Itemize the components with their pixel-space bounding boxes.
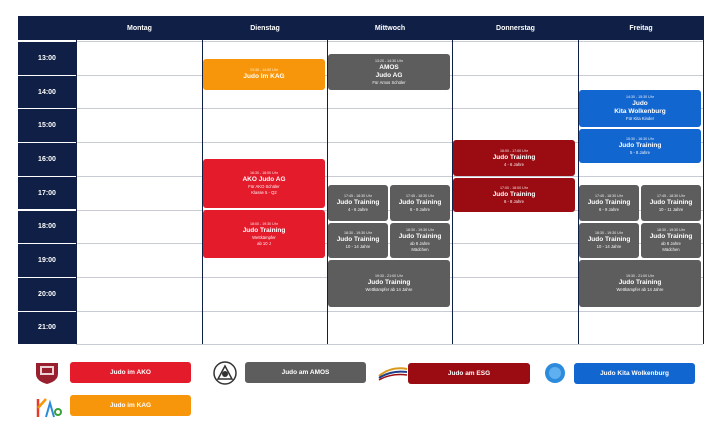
event-time: 18:30 - 19:30 Uhr: [657, 228, 685, 232]
event-subtitle: 10 - 14 Jahre: [345, 244, 371, 249]
time-label-1800: 18:00: [18, 211, 76, 244]
event-fr-a2[interactable]: [579, 223, 639, 258]
event-kita-2[interactable]: [579, 129, 701, 163]
event-fr-b2[interactable]: [641, 223, 701, 258]
time-label-1500: 15:00: [18, 109, 76, 142]
event-title: Judo Training: [398, 233, 442, 240]
event-title: Judo Training: [398, 198, 442, 206]
event-title: Judo Training: [649, 198, 693, 206]
event-title: Judo Im KAG: [243, 73, 285, 80]
amos-logo: [211, 360, 239, 386]
esg-logo: [377, 364, 409, 382]
legend-kag[interactable]: Judo im KAG: [70, 395, 191, 416]
day-header-donnerstag: Donnerstag: [453, 16, 578, 40]
time-label-1900: 19:00: [18, 244, 76, 277]
event-title: Judo Training: [492, 190, 536, 198]
day-header-dienstag: Dienstag: [203, 16, 327, 40]
event-subtitle: ab 8 Jahre Mädchen: [661, 241, 681, 252]
event-title: Judo Training: [242, 226, 286, 234]
event-fr-c[interactable]: [579, 260, 701, 307]
time-label-2000: 20:00: [18, 278, 76, 311]
event-time: 19:30 - 21:00 Uhr: [626, 274, 654, 278]
day-header-montag: Montag: [77, 16, 202, 40]
time-label-1600: 16:00: [18, 143, 76, 176]
event-mi-b1[interactable]: [390, 185, 450, 221]
event-subtitle: 10 - 11 Jahre: [658, 206, 684, 212]
grid-row-line: [76, 41, 703, 42]
event-title: Judo Kita Wolkenburg: [614, 100, 666, 115]
event-title: Judo Training: [587, 236, 631, 243]
event-subtitle: ab 8 Jahre Mädchen: [410, 241, 430, 252]
event-mi-b2[interactable]: [390, 223, 450, 258]
event-subtitle: Wettkämpfer ab 14 Jahre: [616, 287, 664, 292]
event-time: 15:30 - 16:30 Uhr: [626, 136, 654, 141]
event-time: 18:30 - 19:30 Uhr: [595, 231, 623, 235]
legend-kita[interactable]: Judo Kita Wolkenburg: [574, 363, 695, 384]
grid-row-line: [76, 344, 703, 345]
event-time: 17:45 - 18:30 Uhr: [657, 193, 685, 198]
event-title: Judo Training: [336, 236, 380, 243]
event-title: AKO Judo AG: [242, 176, 286, 183]
grid-col-line: [703, 16, 704, 344]
event-time: 19:30 - 21:00 Uhr: [375, 274, 403, 278]
event-title: Judo Training: [367, 279, 411, 286]
legend-amos[interactable]: Judo am AMOS: [245, 362, 366, 383]
event-subtitle: Für AKO Schüler Klasse 5 - Q2: [248, 184, 280, 195]
event-subtitle: 6 - 8 Jahre: [503, 198, 525, 204]
event-time: 17:45 - 18:30 Uhr: [595, 193, 623, 198]
event-time: 17:45 - 18:30 Uhr: [344, 193, 372, 198]
header-corner: [18, 16, 76, 40]
event-kita-1[interactable]: [579, 90, 701, 127]
time-label-1300: 13:00: [18, 42, 76, 75]
event-subtitle: 6 - 9 Jahre: [598, 206, 620, 212]
event-time: 18:30 - 19:30 Uhr: [344, 231, 372, 235]
grid-col-line: [76, 16, 77, 344]
legend-esg[interactable]: Judo am ESG: [408, 363, 530, 384]
event-subtitle: 10 - 14 Jahre: [596, 244, 622, 249]
event-time: 13:20 - 14:30 Uhr: [375, 58, 403, 63]
event-subtitle: 5 - 8 Jahre: [629, 149, 651, 155]
event-title: Judo Training: [618, 141, 662, 149]
event-ako-tr[interactable]: [203, 210, 325, 258]
event-fr-a1[interactable]: [579, 185, 639, 221]
event-time: 16:00 - 17:00 Uhr: [500, 148, 528, 153]
event-fr-b1[interactable]: [641, 185, 701, 221]
event-subtitle: 4 - 6 Jahre: [347, 206, 369, 212]
event-amos-ag[interactable]: [328, 54, 450, 90]
event-time: 13:30 - 14:00 Uhr: [250, 68, 278, 72]
event-subtitle: 6 - 9 Jahre: [409, 206, 431, 212]
event-esg-1[interactable]: [453, 140, 575, 176]
grid-row-line: [76, 311, 703, 312]
event-subtitle: Für Kita Kinder: [626, 116, 654, 121]
event-title: Judo Training: [587, 198, 631, 206]
event-title: Judo Training: [649, 233, 693, 240]
event-subtitle: 4 - 6 Jahre: [503, 161, 525, 167]
event-esg-2[interactable]: [453, 178, 575, 212]
event-ako-ag[interactable]: [203, 159, 325, 208]
event-title: Judo Training: [336, 198, 380, 206]
kita-logo: [543, 362, 567, 384]
event-title: AMOS Judo AG: [375, 63, 403, 79]
event-time: 18:30 - 19:30 Uhr: [406, 228, 434, 232]
event-mi-a1[interactable]: [328, 185, 388, 221]
time-label-1400: 14:00: [18, 76, 76, 109]
event-kag[interactable]: [203, 59, 325, 90]
event-subtitle: Wettkämpfer ab 14 Jahre: [365, 287, 413, 292]
day-header-freitag: Freitag: [579, 16, 703, 40]
event-time: 17:00 - 18:00 Uhr: [500, 185, 528, 190]
legend-ako[interactable]: Judo im AKO: [70, 362, 191, 383]
time-label-1700: 17:00: [18, 177, 76, 210]
kag-logo: [34, 395, 62, 419]
event-time: 14:30 - 15:30 Uhr: [626, 95, 654, 99]
event-subtitle: Für Amos Schüler: [372, 79, 406, 85]
time-label-2100: 21:00: [18, 312, 76, 345]
event-time: 18:00 - 19:30 Uhr: [250, 221, 278, 226]
event-time: 16:30 - 18:00 Uhr: [250, 171, 278, 175]
event-title: Judo Training: [618, 279, 662, 286]
day-header-mittwoch: Mittwoch: [328, 16, 452, 40]
event-mi-c[interactable]: [328, 260, 450, 307]
ako-logo: [33, 361, 61, 385]
event-title: Judo Training: [492, 153, 536, 161]
event-time: 17:45 - 18:30 Uhr: [406, 193, 434, 198]
grid-row-line: [76, 176, 703, 177]
event-mi-a2[interactable]: [328, 223, 388, 258]
event-subtitle: Wettkämpfer ab 10 J: [252, 234, 276, 246]
